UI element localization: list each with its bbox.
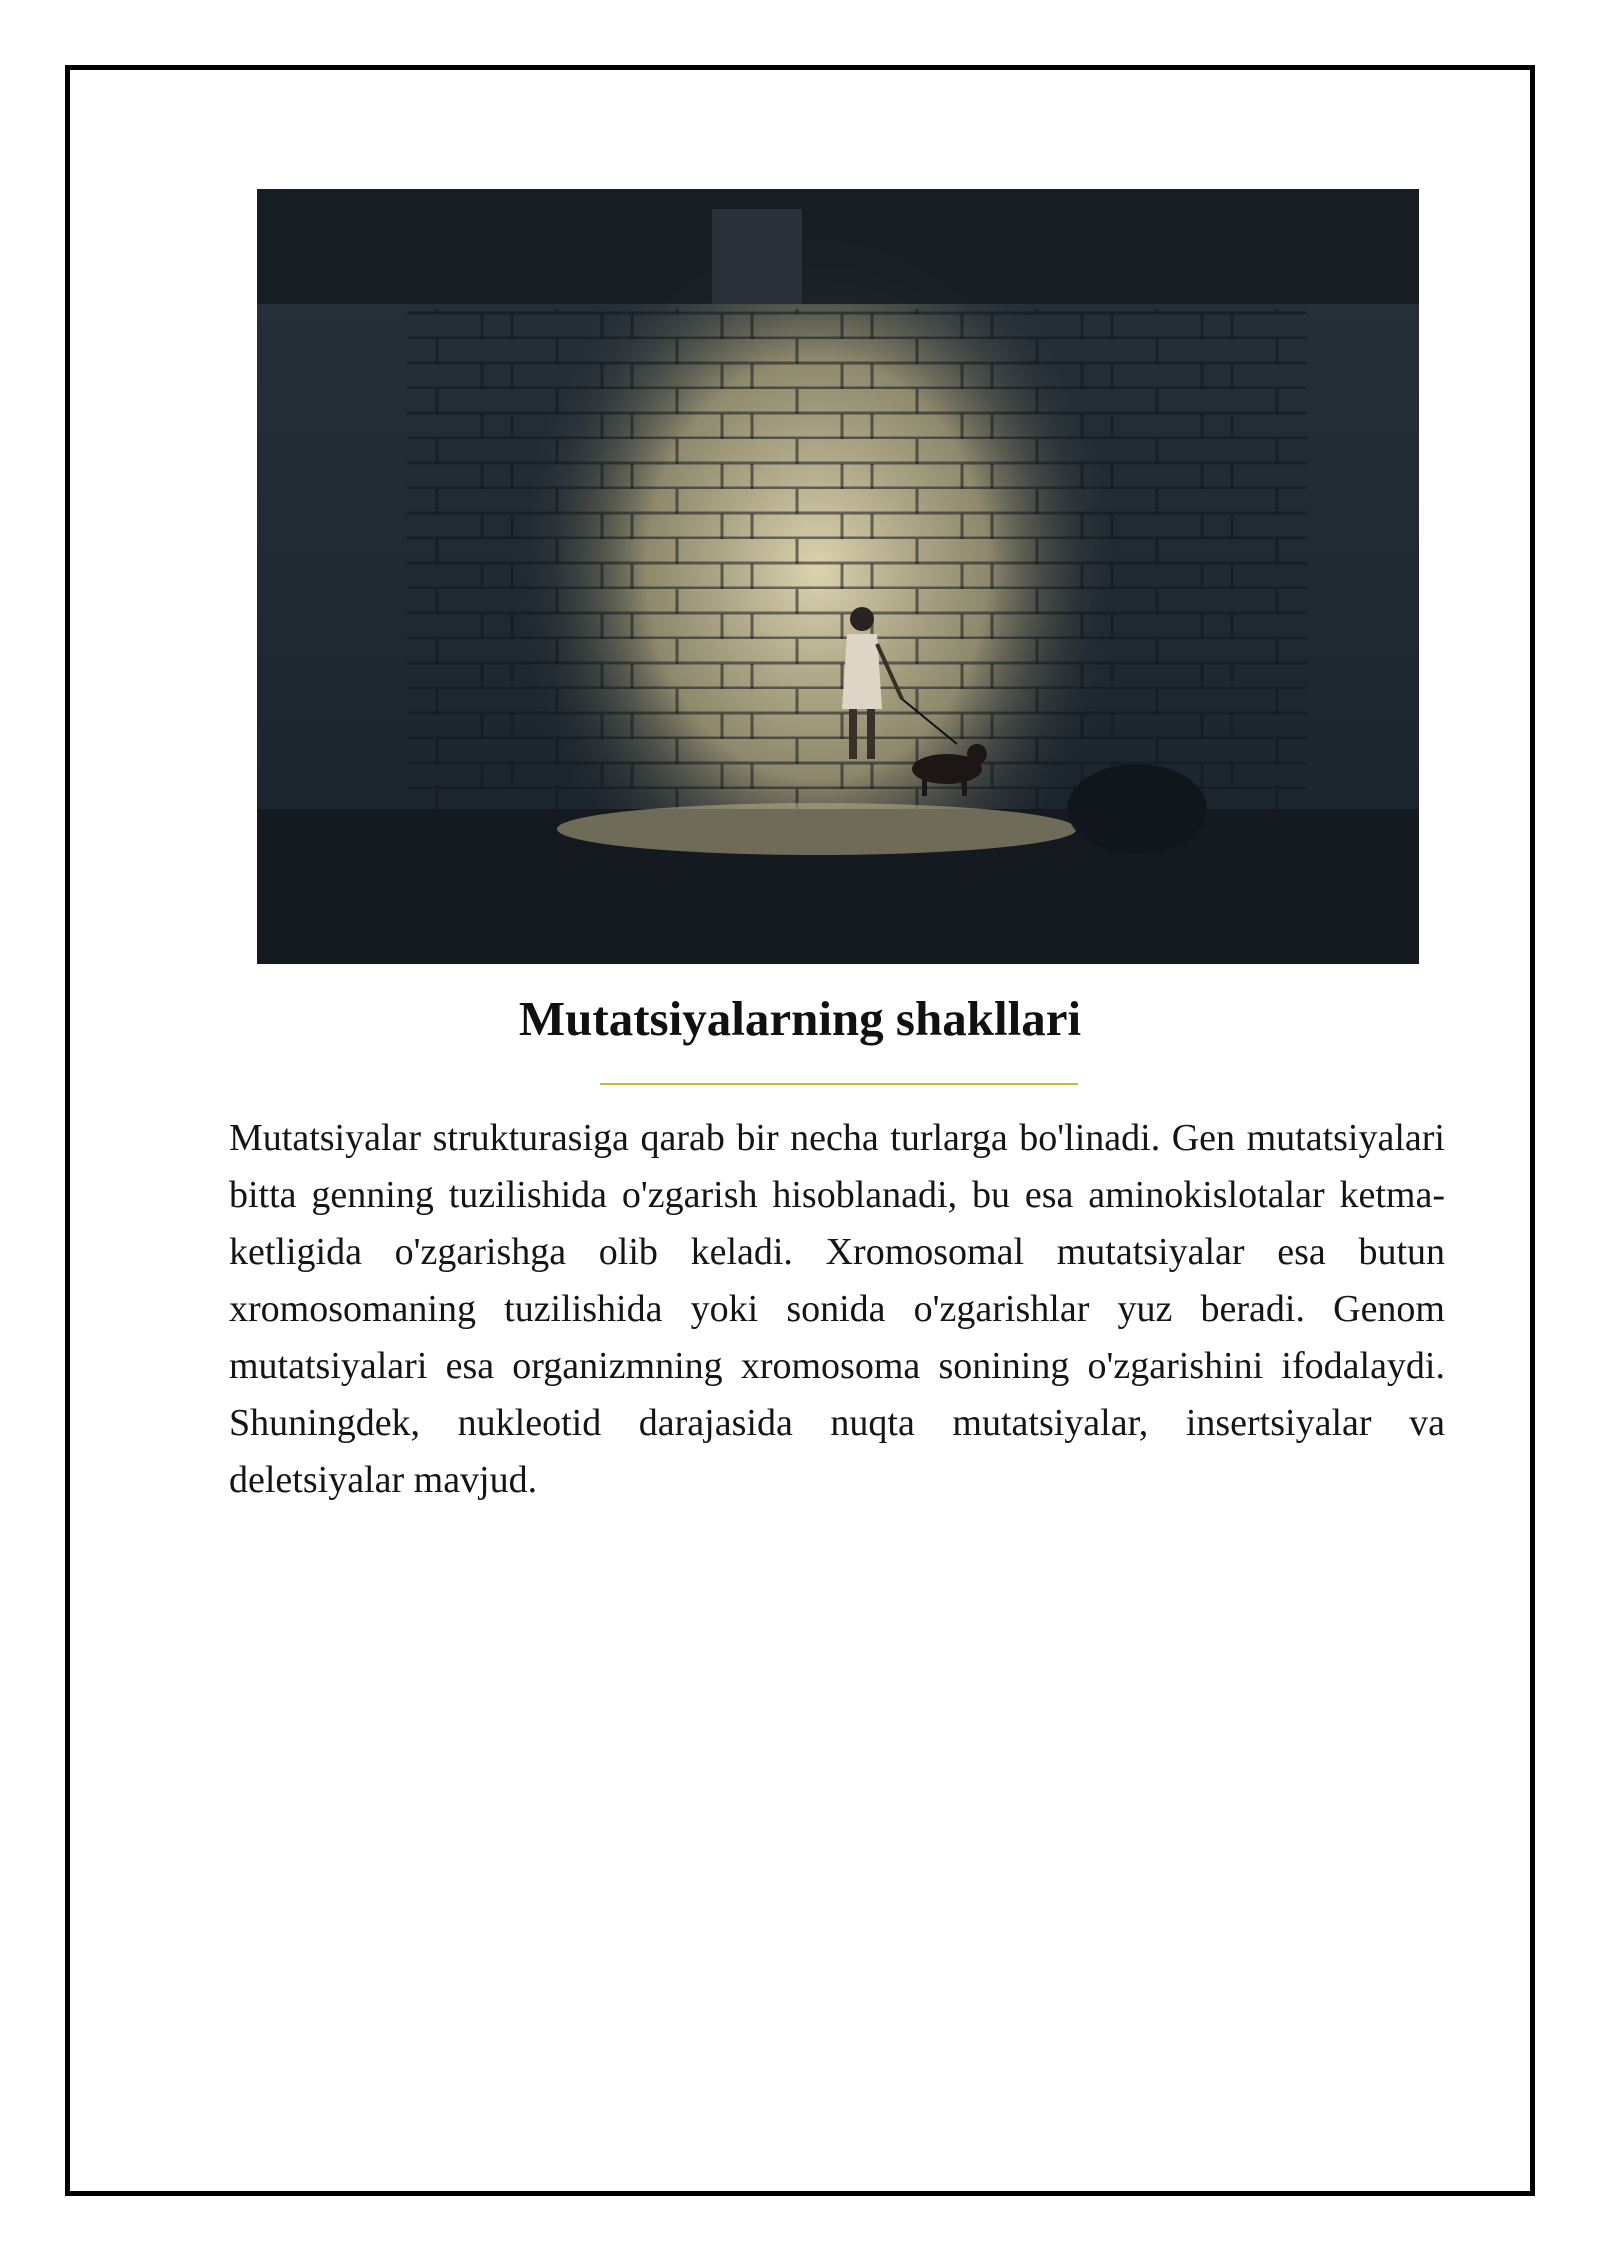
page-title: Mutatsiyalarning shakllari [518,991,1082,1046]
photo-illustration [257,189,1419,964]
brick-wall [407,309,1307,839]
parked-car [1067,764,1207,854]
pillar [712,209,802,304]
body-paragraph: Mutatsiyalar strukturasiga qarab bir necha turlarga bo'linadi. Gen mutatsiyalari bitta genning tuzilishida o'zgarish hisoblanadi, bu esa aminokislotalar ketma-ketligida o'zgarishga olib keladi. Xromosomal mutatsiyalar esa butun xromosomaning tuzilishida yoki sonida o'zgarishlar yuz beradi. Genom mutatsiyalari esa organizmning xromosoma sonining o'zgarishini ifodalaydi. Shuningdek, nukleotid darajasida nuqta mutatsiyalar, insertsiyalar va deletsiyalar mavjud. [229,1117,1445,1501]
ceiling [257,189,1419,304]
hero-photo [257,189,1419,964]
title-underline [600,1083,1078,1085]
lit-floor [557,803,1077,855]
